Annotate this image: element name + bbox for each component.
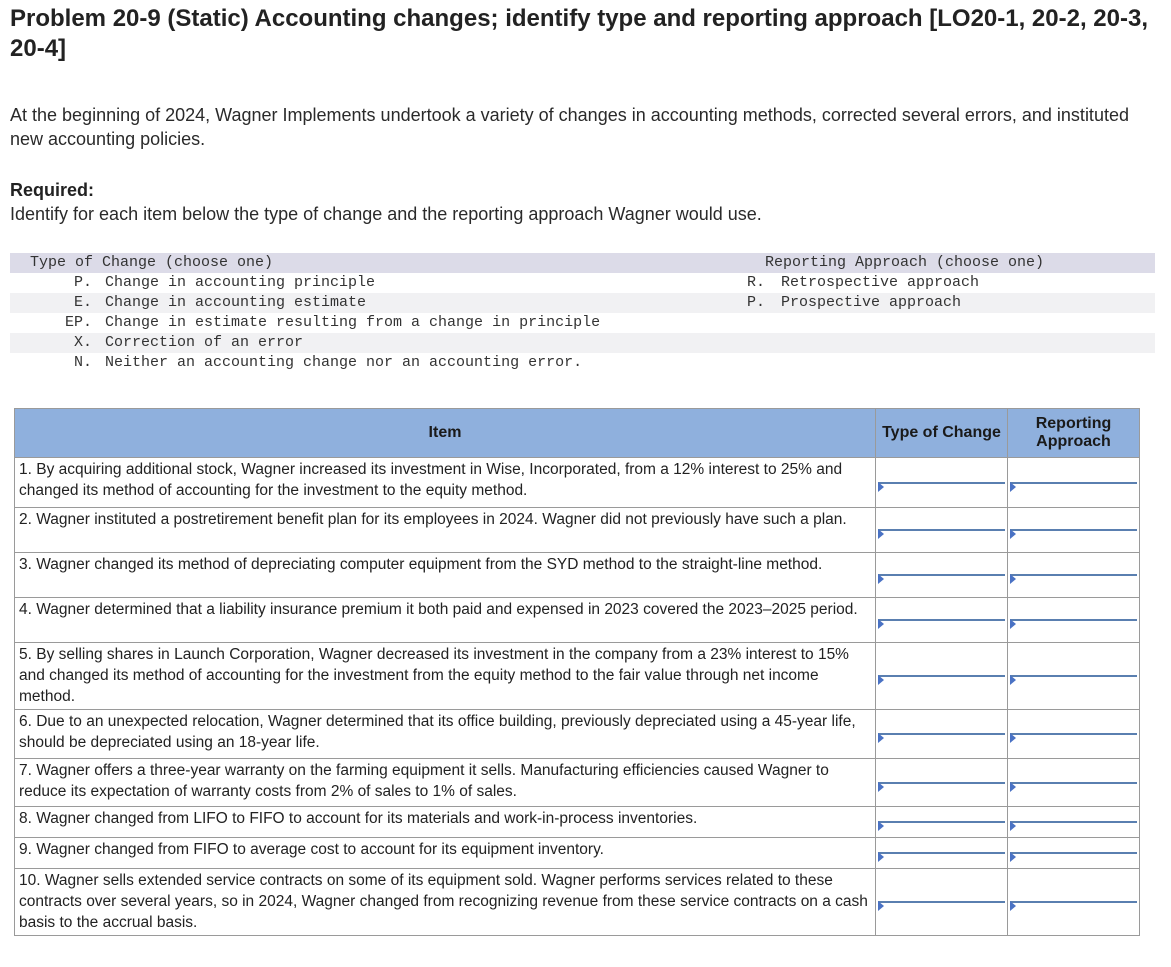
answer-table [14, 408, 1140, 936]
type-of-change-dropdown[interactable] [878, 482, 1005, 484]
legend-approach-code: R. [746, 274, 765, 291]
dropdown-marker-icon [1010, 782, 1016, 792]
legend-approach-code: P. [746, 294, 765, 311]
item-text: 3. Wagner changed its method of depreciating computer equipment from the SYD method to the straight-line method. [15, 553, 876, 598]
reporting-approach-dropdown[interactable] [1010, 901, 1137, 903]
dropdown-marker-icon [878, 619, 884, 629]
item-text: 1. By acquiring additional stock, Wagner increased its investment in Wise, Incorporated, from a 12% interest to 25% and changed its method of accounting for the investment to the equity method. [15, 458, 876, 508]
dropdown-marker-icon [878, 574, 884, 584]
dropdown-marker-icon [1010, 675, 1016, 685]
table-row [15, 710, 1140, 759]
dropdown-marker-icon [878, 782, 884, 792]
legend-approach-label: Retrospective approach [781, 274, 980, 291]
legend-row [10, 333, 1155, 353]
dropdown-marker-icon [878, 675, 884, 685]
legend-type-label: Change in accounting principle [105, 274, 376, 291]
dropdown-marker-icon [1010, 529, 1016, 539]
dropdown-marker-icon [878, 821, 884, 831]
type-column-header: Type of Change [876, 409, 1008, 458]
legend-type-code: X. [73, 334, 92, 351]
item-text: 6. Due to an unexpected relocation, Wagner determined that its office building, previously depreciated using a 45-year life, should be depreciated using an 18-year life. [15, 710, 876, 759]
type-of-change-dropdown[interactable] [878, 852, 1005, 854]
item-text: 5. By selling shares in Launch Corporation, Wagner decreased its investment in the company from a 23% interest to 15% and changed its method of accounting for the investment from the equity method to the fair value through net income method. [15, 643, 876, 710]
legend-row [10, 293, 1155, 313]
legend-type-label: Neither an accounting change nor an accounting error. [105, 354, 583, 371]
legend-approach-header: Reporting Approach (choose one) [765, 254, 1045, 271]
dropdown-marker-icon [878, 482, 884, 492]
type-of-change-dropdown[interactable] [878, 529, 1005, 531]
table-row [15, 759, 1140, 807]
type-of-change-dropdown[interactable] [878, 782, 1005, 784]
table-row [15, 869, 1140, 936]
table-header-row [15, 409, 1140, 458]
legend-row [10, 273, 1155, 293]
legend-row [10, 353, 1155, 373]
dropdown-marker-icon [878, 901, 884, 911]
dropdown-marker-icon [1010, 733, 1016, 743]
legend-type-code: P. [73, 274, 92, 291]
reporting-approach-dropdown[interactable] [1010, 529, 1137, 531]
item-text: 9. Wagner changed from FIFO to average cost to account for its equipment inventory. [15, 838, 876, 869]
dropdown-marker-icon [878, 852, 884, 862]
type-of-change-dropdown[interactable] [878, 675, 1005, 677]
approach-column-header: Reporting Approach [1008, 409, 1140, 458]
dropdown-marker-icon [1010, 821, 1016, 831]
dropdown-marker-icon [1010, 619, 1016, 629]
required-heading: Required: [10, 180, 95, 200]
reporting-approach-dropdown[interactable] [1010, 574, 1137, 576]
reporting-approach-dropdown[interactable] [1010, 821, 1137, 823]
required-instructions: Identify for each item below the type of change and the reporting approach Wagner would use. [10, 204, 762, 224]
dropdown-marker-icon [878, 529, 884, 539]
legend-type-label: Change in estimate resulting from a change in principle [105, 314, 601, 331]
item-text: 4. Wagner determined that a liability insurance premium it both paid and expensed in 2023 covered the 2023–2025 period. [15, 598, 876, 643]
table-row [15, 643, 1140, 710]
table-row [15, 838, 1140, 869]
table-row [15, 508, 1140, 553]
item-text: 10. Wagner sells extended service contracts on some of its equipment sold. Wagner performs services related to these contracts over several years, so in 2024, Wagner changed from recognizing revenue from these service contracts on a cash basis to the accrual basis. [15, 869, 876, 936]
legend-type-code: E. [73, 294, 92, 311]
legend-row [10, 313, 1155, 333]
reporting-approach-dropdown[interactable] [1010, 733, 1137, 735]
legend-approach-label: Prospective approach [781, 294, 962, 311]
legend-type-code: EP. [64, 314, 92, 331]
table-row [15, 553, 1140, 598]
reporting-approach-dropdown[interactable] [1010, 852, 1137, 854]
reporting-approach-dropdown[interactable] [1010, 675, 1137, 677]
item-column-header: Item [15, 409, 876, 458]
dropdown-marker-icon [1010, 482, 1016, 492]
item-text: 7. Wagner offers a three-year warranty on the farming equipment it sells. Manufacturing efficiencies caused Wagner to reduce its expectation of warranty costs from 2% of sales to 1% of sales. [15, 759, 876, 807]
table-row [15, 458, 1140, 508]
reporting-approach-dropdown[interactable] [1010, 482, 1137, 484]
item-text: 2. Wagner instituted a postretirement benefit plan for its employees in 2024. Wagner did not previously have such a plan. [15, 508, 876, 553]
table-row [15, 598, 1140, 643]
legend-type-header: Type of Change (choose one) [30, 254, 274, 271]
type-of-change-dropdown[interactable] [878, 733, 1005, 735]
legend-type-label: Change in accounting estimate [105, 294, 367, 311]
legend-box [10, 253, 1155, 373]
reporting-approach-dropdown[interactable] [1010, 619, 1137, 621]
dropdown-marker-icon [1010, 852, 1016, 862]
dropdown-marker-icon [1010, 901, 1016, 911]
intro-paragraph: At the beginning of 2024, Wagner Implements undertook a variety of changes in accounting methods, corrected several errors, and instituted new accounting policies. [10, 105, 1129, 149]
reporting-approach-dropdown[interactable] [1010, 782, 1137, 784]
type-of-change-dropdown[interactable] [878, 821, 1005, 823]
table-row [15, 807, 1140, 838]
dropdown-marker-icon [878, 733, 884, 743]
dropdown-marker-icon [1010, 574, 1016, 584]
page-title: Problem 20-9 (Static) Accounting changes; identify type and reporting approach [LO20-1, 20-2, 20-3, 20-4] [10, 5, 1149, 62]
type-of-change-dropdown[interactable] [878, 901, 1005, 903]
type-of-change-dropdown[interactable] [878, 574, 1005, 576]
type-of-change-dropdown[interactable] [878, 619, 1005, 621]
legend-type-label: Correction of an error [105, 334, 304, 351]
item-text: 8. Wagner changed from LIFO to FIFO to account for its materials and work-in-process inventories. [15, 807, 876, 838]
legend-type-code: N. [73, 354, 92, 371]
legend-header-row [10, 253, 1155, 273]
